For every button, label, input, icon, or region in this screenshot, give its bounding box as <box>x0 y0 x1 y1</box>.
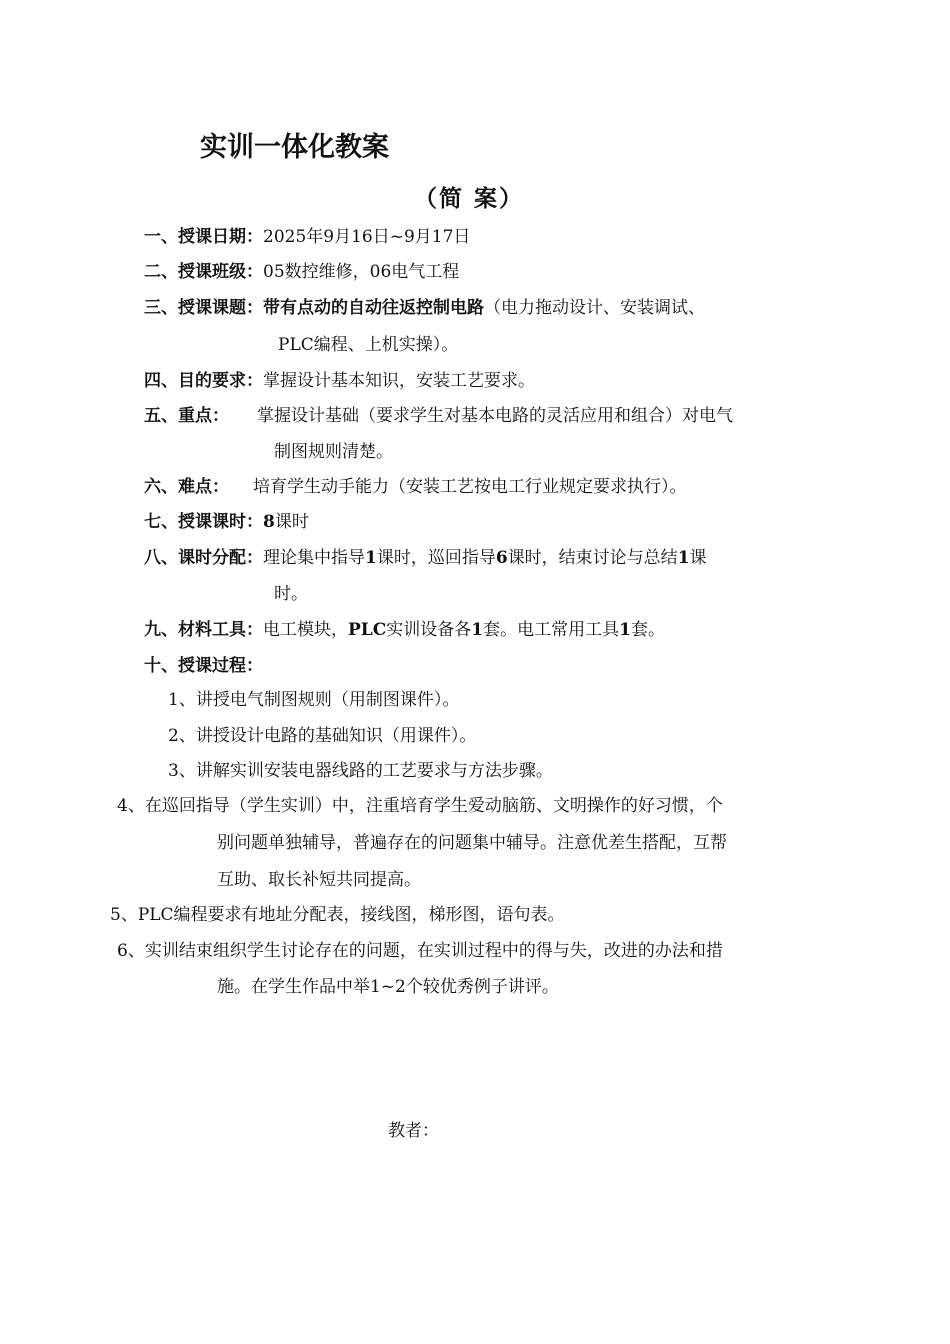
item-topic-desc: （电力拖动设计、安装调试、 <box>484 298 705 318</box>
item-class <box>144 261 459 283</box>
allocation-text-1: 理论集中指导 <box>263 548 365 568</box>
item-materials <box>144 619 665 641</box>
item-key-value: 掌握设计基础（要求学生对基本电路的灵活应用和组合）对电气 <box>257 406 733 426</box>
item-hours-label: 七、授课课时： <box>144 512 263 532</box>
item-class-label: 二、授课班级： <box>144 262 263 282</box>
materials-text-2: 实训设备各 <box>386 620 472 640</box>
materials-text-1: 电工模块， <box>263 620 348 640</box>
materials-text-4: 套。 <box>630 620 665 640</box>
item-key <box>144 405 733 427</box>
item-goal <box>144 370 535 392</box>
process-step-6-line-2: 施。在学生作品中举1~2个较优秀例子讲评。 <box>217 977 559 997</box>
item-key-continued: 制图规则清楚。 <box>274 442 393 462</box>
document-title: 实训一体化教案 <box>200 132 389 163</box>
materials-plc: PLC <box>348 620 387 640</box>
item-materials-label: 九、材料工具： <box>144 620 263 640</box>
item-date <box>144 226 470 248</box>
item-allocation-continued: 时。 <box>274 584 308 604</box>
materials-num-1: 1 <box>471 620 484 640</box>
item-goal-label: 四、目的要求： <box>144 371 263 391</box>
allocation-text-4: 课 <box>689 548 707 568</box>
process-step-2: 2、讲授设计电路的基础知识（用课件）。 <box>168 726 477 746</box>
item-goal-value: 掌握设计基本知识，安装工艺要求。 <box>263 371 535 391</box>
process-step-4-line-3: 互助、取长补短共同提高。 <box>217 870 421 890</box>
allocation-num-1: 1 <box>365 548 377 568</box>
materials-num-2: 1 <box>619 620 631 640</box>
allocation-num-2: 6 <box>495 548 508 568</box>
materials-text-3: 套。电工常用工具 <box>483 620 620 640</box>
process-step-5: 5、PLC编程要求有地址分配表，接线图，梯形图，语句表。 <box>110 905 565 925</box>
item-hours-num: 8 <box>263 512 275 532</box>
process-step-4: 4、在巡回指导（学生实训）中，注重培育学生爱动脑筋、文明操作的好习惯，个 <box>117 796 723 816</box>
item-key-label: 五、重点： <box>144 406 229 426</box>
item-topic-title: 带有点动的自动往返控制电路 <box>263 298 484 318</box>
item-process-label: 十、授课过程： <box>144 656 263 676</box>
item-difficulty <box>144 476 687 498</box>
process-step-1: 1、讲授电气制图规则（用制图课件）。 <box>168 690 460 710</box>
item-hours <box>144 511 309 533</box>
allocation-num-3: 1 <box>677 548 690 568</box>
item-class-value: 05数控维修，06电气工程 <box>263 262 460 282</box>
process-step-6: 6、实训结束组织学生讨论存在的问题，在实训过程中的得与失，改进的办法和措 <box>117 941 723 961</box>
item-hours-unit: 课时 <box>274 512 309 532</box>
item-difficulty-label: 六、难点： <box>144 477 229 497</box>
item-topic-continued: PLC编程、上机实操）。 <box>278 335 459 355</box>
process-step-3: 3、讲解实训安装电器线路的工艺要求与方法步骤。 <box>168 761 553 781</box>
item-difficulty-value: 培育学生动手能力（安装工艺按电工行业规定要求执行）。 <box>253 477 687 497</box>
item-topic <box>144 297 705 319</box>
allocation-text-2: 课时，巡回指导 <box>376 548 496 568</box>
document-subtitle: （简 案） <box>414 185 525 212</box>
process-step-4-line-2: 别问题单独辅导，普遍存在的问题集中辅导。注意优差生搭配，互帮 <box>217 833 727 853</box>
signature-label: 教者： <box>388 1121 439 1141</box>
item-allocation-label: 八、课时分配： <box>144 548 263 568</box>
allocation-text-3: 课时，结束讨论与总结 <box>507 548 678 568</box>
item-date-label: 一、授课日期： <box>144 227 263 247</box>
item-date-value: 2025年9月16日~9月17日 <box>263 227 471 247</box>
item-allocation <box>144 547 707 569</box>
item-topic-label: 三、授课课题： <box>144 298 263 318</box>
